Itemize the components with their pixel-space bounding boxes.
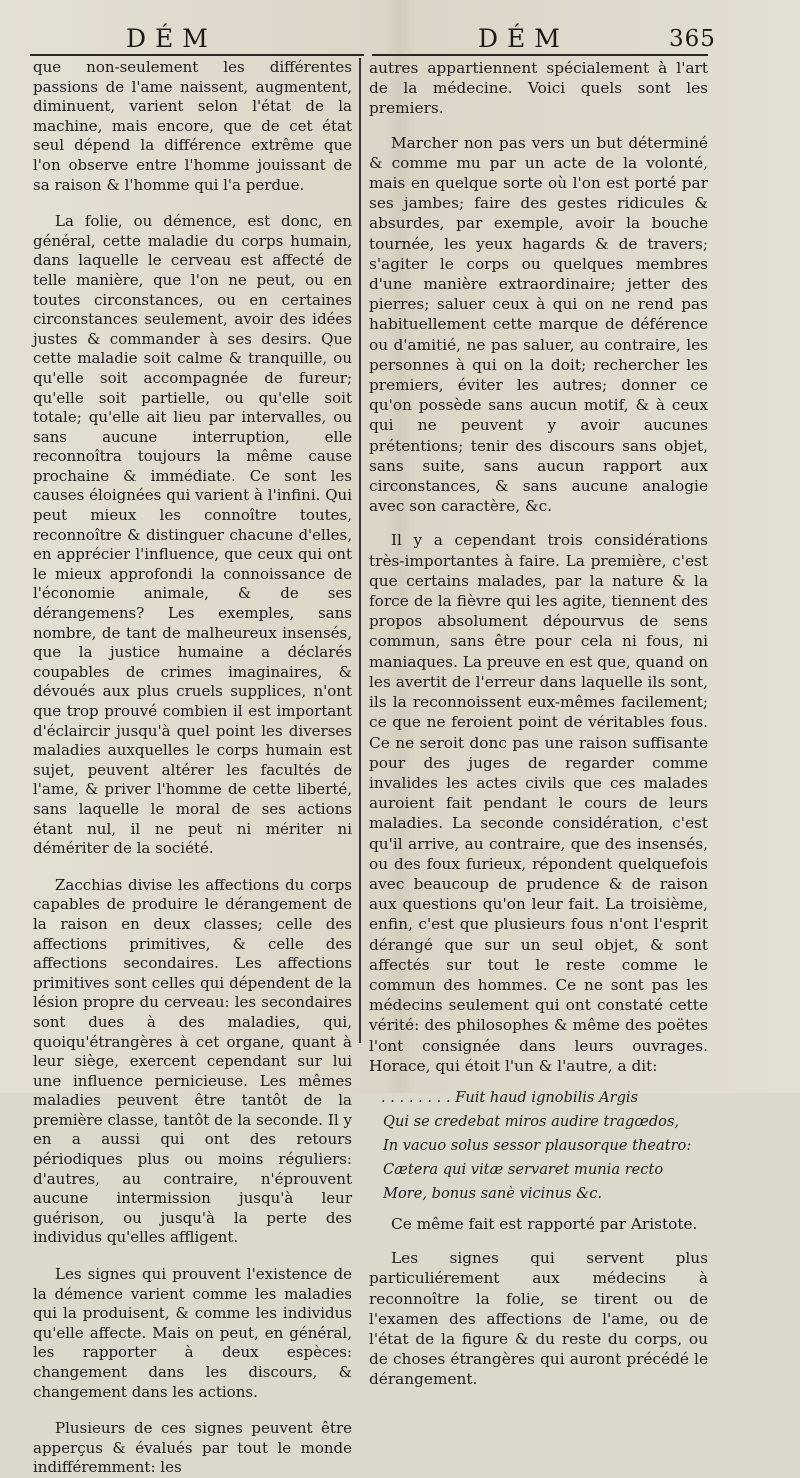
column-divider	[359, 58, 361, 1043]
verse-line: More, bonus sanè vicinus &c.	[383, 1184, 603, 1202]
verse-line: In vacuo solus sessor plausorque theatro:	[383, 1136, 692, 1154]
left-running-head: DÉM	[126, 24, 217, 53]
right-column	[369, 58, 708, 1390]
paragraph-definition-folie: La folie, ou démence, est donc, en général, cette maladie du corps humain, dans laquelle le cerveau est affecté de telle manière, que l'on ne peut, ou en toutes circonstances, ou en certaines circonstances seulement, avoir des idées justes & commander à ses desirs. Que cette maladie soit calme & tranquille, ou qu'elle soit accompagnée de fureur; qu'elle soit partielle, ou qu'elle soit totale; qu'elle ait lieu par intervalles, ou sans aucune interruption, elle reconnoîtra toujours la même cause prochaine & immédiate. Ce sont les causes éloignées qui varient à l'infini. Qui peut mieux les connoître toutes, reconnoître & distinguer chacune d'elles, en apprécier l'influence, que ceux qui ont le mieux approfondi la connoissance de l'économie animale, & de ses dérangemens? Les exemples, sans nombre, de tant de malheureux insensés, que la justice humaine a déclarés coupables de crimes imaginaires, & dévoués aux plus cruels supplices, n'ont que trop prouvé combien il est important d'éclaircir jusqu'à quel point les diverses maladies auxquelles le corps humain est sujet, peuvent altérer les facultés de l'ame, & priver l'homme de cette liberté, sans laquelle le moral de ses actions étant nul, il ne peut ni mériter ni démériter de la société.	[33, 212, 352, 858]
paragraph-signes: Les signes qui prouvent l'existence de la démence varient comme les maladies qui la produisent, & comme les individus qu'elle affecte. Mais on peut, en général, les rapporter à deux espèces: changement dans les discours, & changement dans les actions.	[33, 1265, 352, 1401]
paragraph-marcher: Marcher non pas vers un but déterminé & comme mu par un acte de la volonté, mais en quelque sorte où l'on est porté par ses jambes; faire des gestes ridicules & absurdes, par exemple, avoir la bouche tournée, les yeux hagards & de travers; s'agiter le corps ou quelques membres d'une manière extraordinaire; jetter des pierres; saluer ceux à qui on ne rend pas habituellement cette marque de déférence ou d'amitié, ne pas saluer, au contraire, les personnes à qui on la doit; rechercher les premiers, éviter les autres; donner ce qu'on possède sans aucun motif, & à ceux qui ne peuvent y avoir aucunes prétentions; tenir des discours sans objet, sans suite, sans aucun rapport aux circonstances, & sans aucune analogie avec son caractère, &c.	[369, 133, 708, 516]
left-column	[33, 58, 352, 1478]
paragraph-signes-medecins: Les signes qui servent plus particuliérement aux médecins à reconnoître la folie, se tirent ou de l'examen des affections de l'ame, ou de l'état de la figure & du reste du corps, ou de choses étrangères qui auront précédé le dérangement.	[369, 1249, 708, 1389]
paragraph-continuation-right: autres appartiennent spécialement à l'art de la médecine. Voici quels sont les premiers.	[369, 59, 708, 118]
verse-line: Cætera qui vitæ servaret munia recto	[383, 1160, 664, 1178]
page-header	[0, 18, 800, 58]
horace-verse	[369, 1086, 708, 1206]
header-rule-left	[30, 54, 364, 56]
paragraph-plusieurs-signes: Plusieurs de ces signes peuvent être apperçus & évalués par tout le monde indifféremment: les	[33, 1419, 352, 1477]
right-running-head: DÉM	[478, 24, 569, 53]
verse-line: Qui se credebat miros audire tragœdos,	[383, 1112, 680, 1130]
paragraph-aristote: Ce même fait est rapporté par Aristote.	[391, 1214, 698, 1233]
page-number: 365	[669, 26, 716, 52]
verse-line: . . . . . . . . Fuit haud ignobilis Argis	[381, 1088, 639, 1106]
paragraph-continuation: que non-seulement les différentes passions de l'ame naissent, augmentent, diminuent, varient selon l'état de la machine, mais encore, que de cet état seul dépend la différence extrême que l'on observe entre l'homme jouissant de sa raison & l'homme qui l'a perdue.	[33, 58, 352, 194]
paragraph-zacchias: Zacchias divise les affections du corps capables de produire le dérangement de la raison en deux classes; celle des affections primitives, & celle des affections secondaires. Les affections primitives sont celles qui dépendent de la lésion propre du cerveau: les secondaires sont dues à des maladies, qui, quoiqu'étrangères à cet organe, quant à leur siège, exercent cependant sur lui une influence pernicieuse. Les mêmes maladies peuvent être tantôt de la première classe, tantôt de la seconde. Il y en a aussi qui ont des retours périodiques plus ou moins réguliers: d'autres, au contraire, n'éprouvent aucune intermission jusqu'à leur guérison, ou jusqu'à la perte des individus qu'elles affligent.	[33, 875, 352, 1247]
paragraph-considerations: Il y a cependant trois considérations très-importantes à faire. La première, c'est que certains malades, par la nature & la force de la fièvre qui les agite, tiennent des propos absolument dépourvus de sens commun, sans être pour cela ni fous, ni maniaques. La preuve en est que, quand on les avertit de l'erreur dans laquelle ils sont, ils la reconnoissent eux-mêmes facilement; ce que ne feroient point de véritables fous. Ce ne seroit donc pas une raison suffisante pour des juges de regarder comme invalides les actes civils que ces malades auroient fait pendant le cours de leurs maladies. La seconde considération, c'est qu'il arrive, au contraire, que des insensés, ou des foux furieux, répondent quelquefois avec beaucoup de prudence & de raison aux questions qu'on leur fait. La troisième, enfin, c'est que plusieurs fous n'ont l'esprit dérangé que sur un seul objet, & sont affectés sur tout le reste comme le commun des hommes. Ce ne sont pas les médecins seulement qui ont constaté cette vérité: des philosophes & même des poëtes l'ont consignée dans leurs ouvrages. Horace, qui étoit l'un & l'autre, a dit:	[369, 531, 708, 1075]
header-rule-right	[372, 54, 708, 56]
